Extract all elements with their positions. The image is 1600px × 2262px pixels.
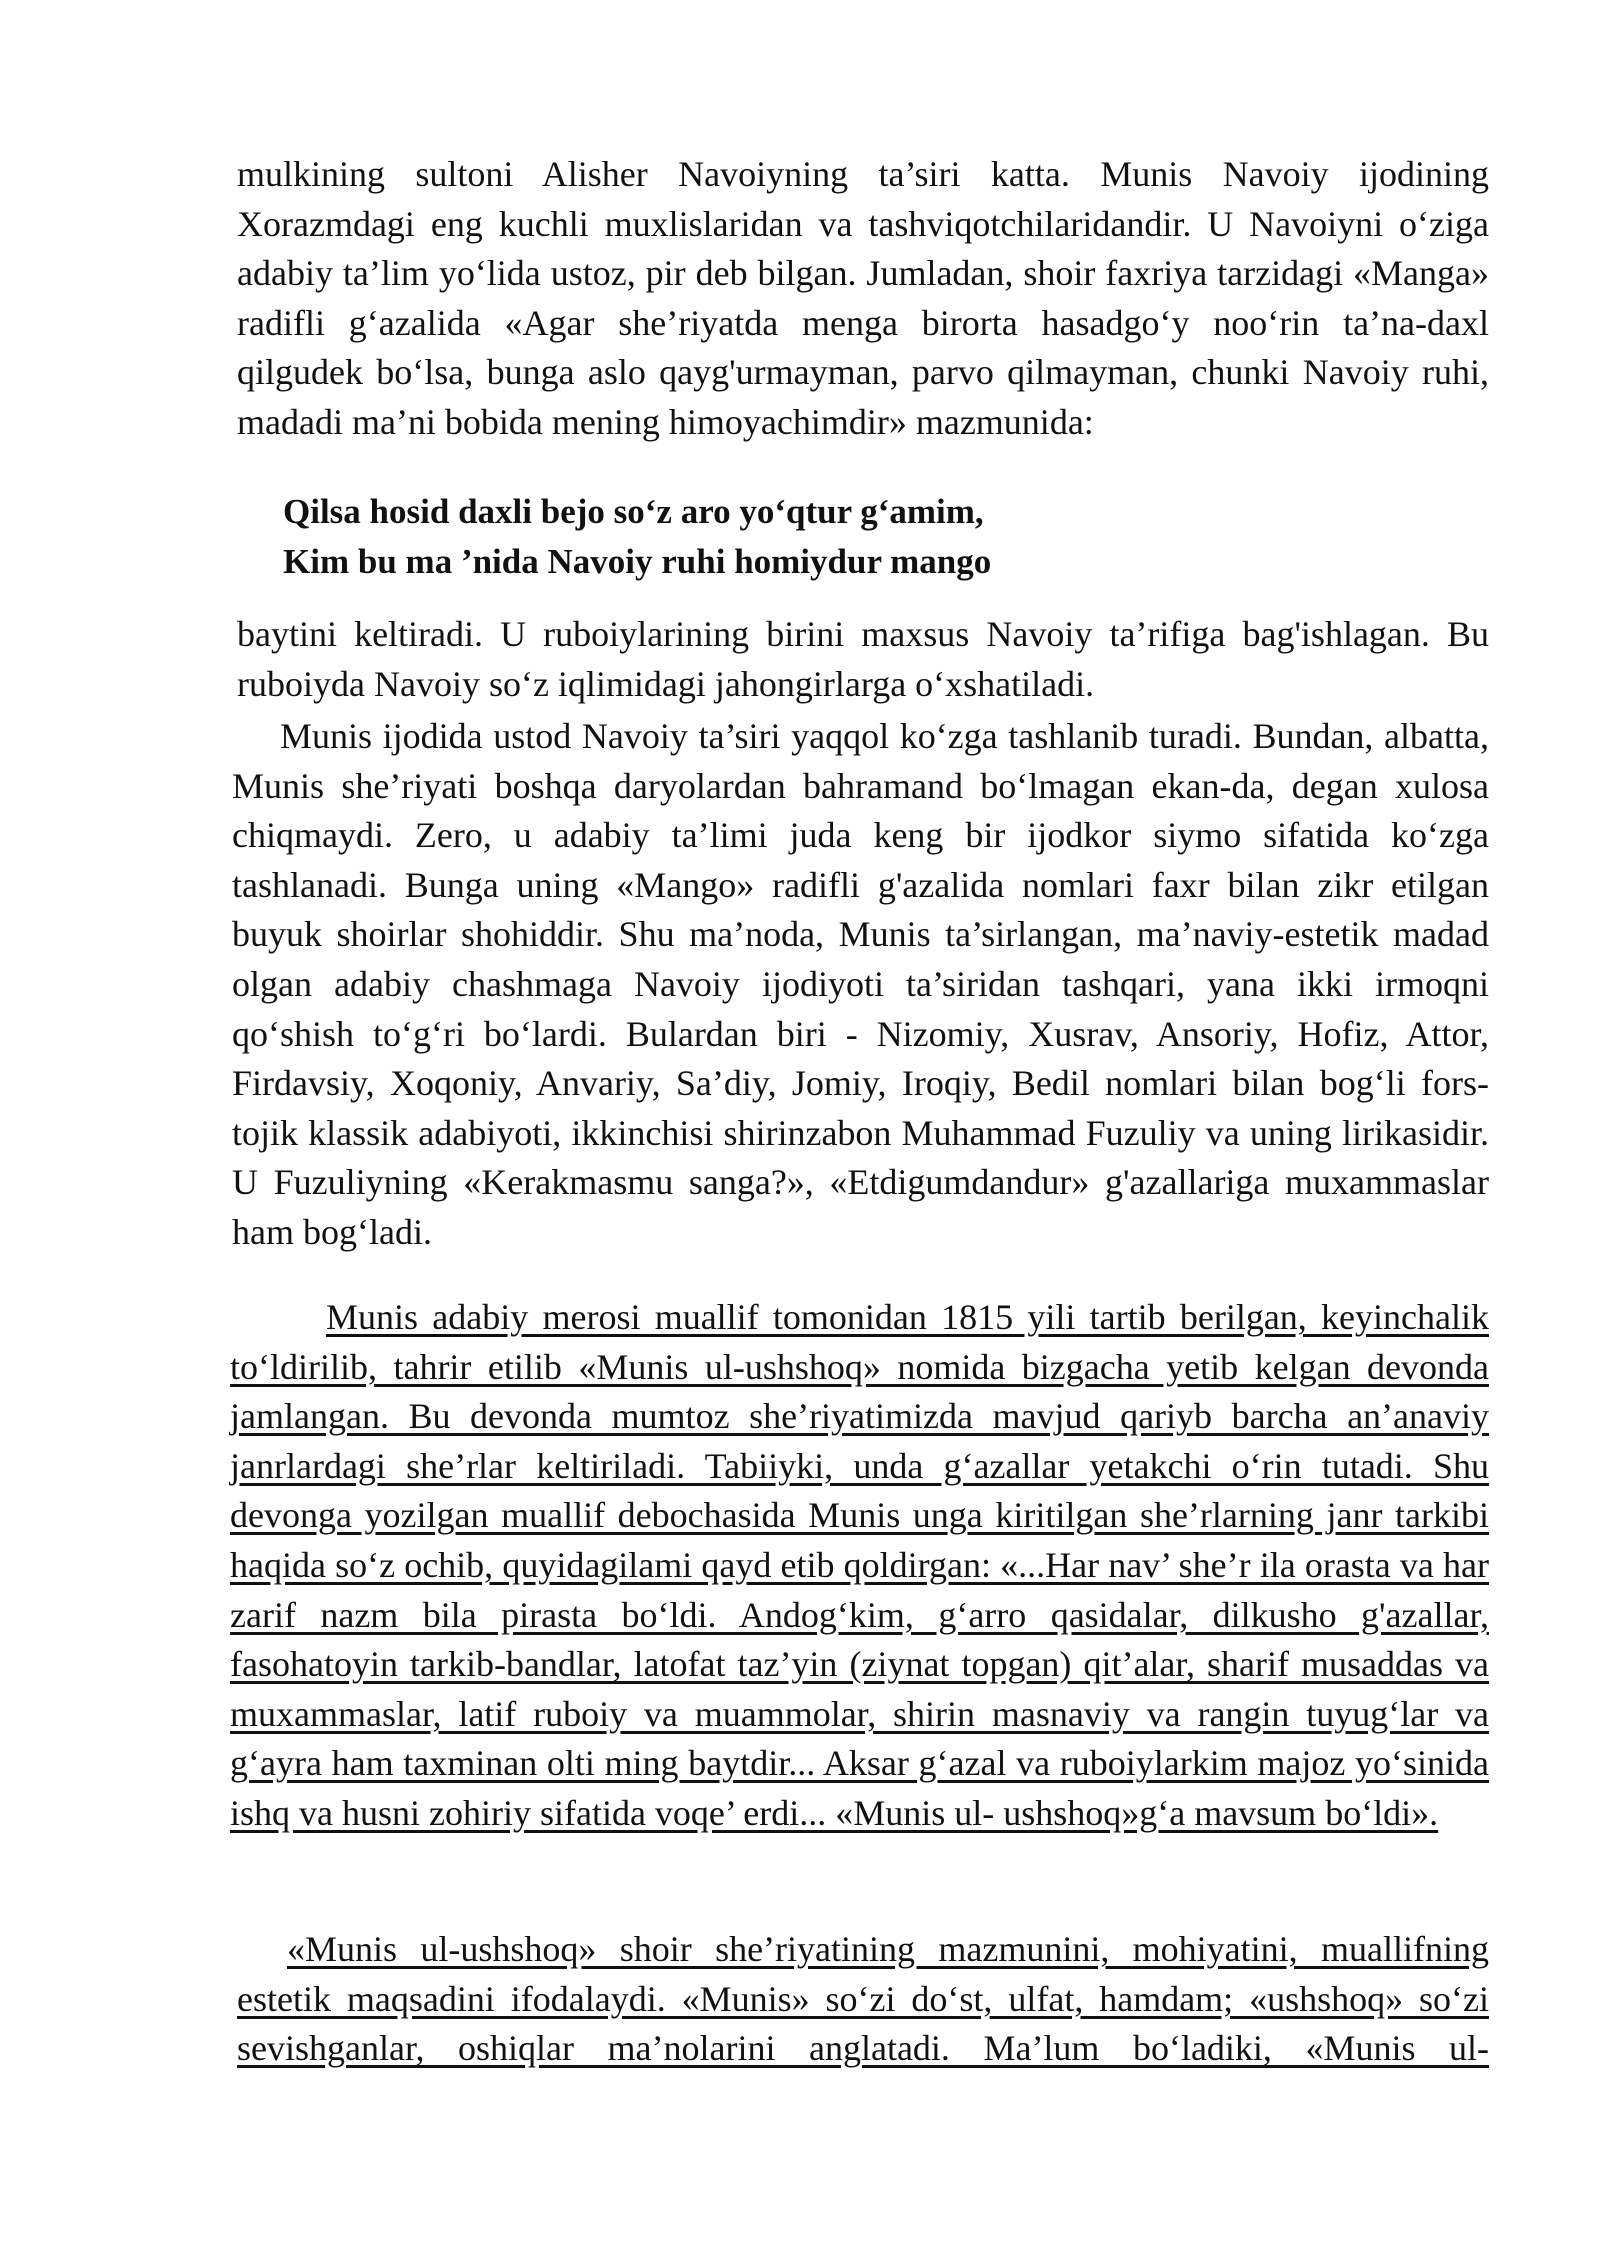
verse-couplet xyxy=(283,487,991,586)
paragraph-munis-ul-ushshoq-underlined: «Munis ul-ushshoq» shoir she’riyatining mazmunini, mohiyatini, muallifning estetik maqsadini ifodalaydi. «Munis» so‘zi do‘st, ulfat, hamdam; «ushshoq» so‘zi sevishganlar, oshiqlar ma’nolarini anglatadi. Ma’lum bo‘ladiki, «Munis ul- xyxy=(237,1929,1489,2069)
paragraph-ruboiy: baytini keltiradi. U ruboiylarining birini maxsus Navoiy ta’rifiga bag'ishlagan. Bu ruboiyda Navoiy so‘z iqlimidagi jahongirlarga o‘xshatiladi. xyxy=(237,614,1489,704)
verse-line-2: Kim bu ma ’nida Navoiy ruhi homiydur mango xyxy=(283,541,992,581)
paragraph-sources: Munis ijodida ustod Navoiy ta’siri yaqqol ko‘zga tashlanib turadi. Bundan, albatta, Munis she’riyati boshqa daryolardan bahramand bo‘lmagan ekan-da, degan xulosa chiqmaydi. Zero, u adabiy ta’limi juda keng bir ijodkor siymo sifatida ko‘zga tashlanadi. Bunga uning «Mango» radifli g'azalida nomlari faxr bilan zikr etilgan buyuk shoirlar shohiddir. Shu ma’noda, Munis ta’sirlangan, ma’naviy-estetik madad olgan adabiy chashmaga Navoiy ijodiyoti ta’siridan tashqari, yana ikki irmoqni qo‘shish to‘g‘ri bo‘lardi. Bulardan biri - Nizomiy, Xusrav, Ansoriy, Hofiz, Attor, Firdavsiy, Xoqoniy, Anvariy, Sa’diy, Jomiy, Iroqiy, Bedil nomlari bilan bog‘li fors-tojik klassik adabiyoti, ikkinchisi shirinzabon Muhammad Fuzuliy va uning lirikasidir. U Fuzuliyning «Kerakmasmu sanga?», «Etdigumdandur» g'azallariga muxammaslar ham bog‘ladi. xyxy=(232,716,1489,1252)
verse-line-1: Qilsa hosid daxli bejo so‘z aro yo‘qtur g‘amim, xyxy=(283,492,984,531)
paragraph-devon-underlined: Munis adabiy merosi muallif tomonidan 1815 yili tartib berilgan, keyinchalik to‘ldirilib, tahrir etilib «Munis ul-ushshoq» nomida bizgacha yetib kelgan devonda jamlangan. Bu devonda mumtoz she’riyatimizda mavjud qariyb barcha an’anaviy janrlardagi she’rlar keltiriladi. Tabiiyki, unda g‘azallar yetakchi o‘rin tutadi. Shu devonga yozilgan muallif debochasida Munis unga kiritilgan she’rlarning janr tarkibi haqida so‘z ochib, quyidagilami qayd etib qoldirgan: «...Har nav’ she’r ila orasta va har zarif nazm bila pirasta bo‘ldi. Andog‘kim, g‘arro qasidalar, dilkusho g'azallar, fasohatoyin tarkib-bandlar, latofat taz’yin (ziynat topgan) qit’alar, sharif musaddas va muxammaslar, latif ruboiy va muammolar, shirin masnaviy va rangin tuyug‘lar va g‘ayra ham taxminan olti ming baytdir... Aksar g‘azal va ruboiylarkim majoz yo‘sinida ishq va husni zohiriy sifatida voqe’ erdi... «Munis ul- ushshoq»g‘a mavsum bo‘ldi». xyxy=(230,1297,1489,1833)
paragraph-navoiy-influence: mulkining sultoni Alisher Navoiyning ta’siri katta. Munis Navoiy ijodining Xorazmdagi eng kuchli muxlislaridan va tashviqotchilaridandir. U Navoiyni o‘ziga adabiy ta’lim yo‘lida ustoz, pir deb bilgan. Jumladan, shoir faxriya tarzidagi «Manga» radifli g‘azalida «Agar she’riyatda menga birorta hasadgo‘y noo‘rin ta’na-daxl qilgudek bo‘lsa, bunga aslo qayg'urmayman, parvo qilmayman, chunki Navoiy ruhi, madadi ma’ni bobida mening himoyachimdir» mazmunida: xyxy=(237,154,1489,442)
